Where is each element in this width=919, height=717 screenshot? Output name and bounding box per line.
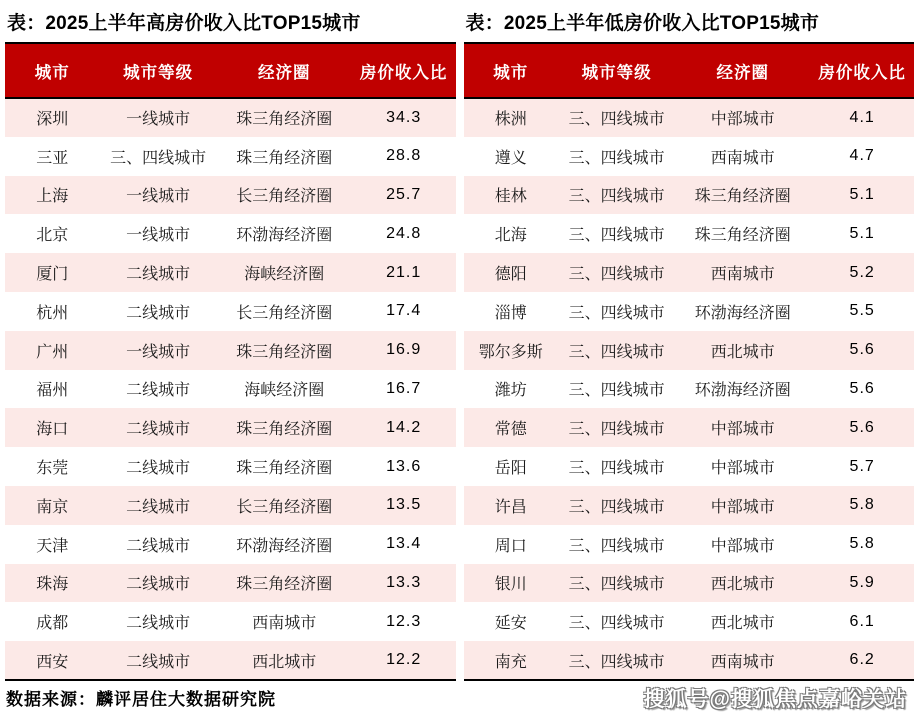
table-row [5, 525, 456, 564]
economic-circle-cell: 西北城市 [217, 641, 352, 680]
city-cell: 西安 [5, 641, 100, 680]
table-row [5, 98, 456, 137]
table-row [5, 641, 456, 680]
ratio-cell: 6.1 [849, 612, 875, 630]
tier-cell: 三、四线城市 [568, 304, 665, 322]
city-cell: 常德 [494, 421, 527, 439]
economic-circle-cell: 珠三角经济圈 [236, 343, 333, 361]
economic-circle-cell: 海峡经济圈 [244, 266, 325, 284]
ratio-cell: 13.6 [386, 457, 422, 475]
economic-circle-cell: 西南城市 [252, 615, 317, 633]
ratio-cell: 5.1 [849, 224, 875, 242]
table-row [464, 253, 915, 292]
city-cell: 深圳 [36, 111, 69, 129]
city-cell: 天津 [36, 537, 69, 555]
tier-cell: 三、四线城市 [568, 149, 665, 167]
ratio-cell: 14.2 [386, 418, 422, 436]
column-header: 房价收入比 [352, 43, 456, 98]
table-title-low: 表：2025上半年低房价收入比TOP15城市 [465, 13, 820, 34]
tier-cell: 二线城市 [126, 576, 191, 594]
ratio-cell: 12.3 [386, 612, 422, 630]
tier-cell: 一线城市 [126, 188, 191, 206]
table-row [464, 331, 915, 370]
economic-circle-cell: 珠三角经济圈 [236, 111, 333, 129]
city-cell: 三亚 [36, 149, 69, 167]
ratio-cell: 5.2 [849, 263, 875, 281]
economic-circle-cell: 环渤海经济圈 [236, 537, 333, 555]
table-row [5, 370, 456, 409]
tier-cell: 二线城市 [126, 615, 191, 633]
tier-cell: 二线城市 [126, 421, 191, 439]
economic-circle-cell: 中部城市 [710, 421, 775, 439]
tier-cell: 二线城市 [126, 498, 191, 516]
table-row [5, 602, 456, 641]
economic-circle-cell: 环渤海经济圈 [694, 382, 791, 400]
table-row [464, 641, 915, 680]
city-cell: 北京 [36, 227, 69, 245]
table-body [464, 98, 915, 680]
table-row [5, 486, 456, 525]
tier-cell: 三、四线城市 [568, 576, 665, 594]
tier-cell: 三、四线城市 [568, 421, 665, 439]
column-header: 城市 [464, 43, 559, 98]
city-cell: 周口 [494, 537, 527, 555]
city-cell: 银川 [494, 576, 527, 594]
tier-cell: 三、四线城市 [568, 498, 665, 516]
tier-cell: 二线城市 [126, 460, 191, 478]
table-header [5, 43, 456, 98]
city-cell: 南京 [36, 498, 69, 516]
city-cell: 淄博 [494, 304, 527, 322]
ratio-cell: 16.9 [386, 341, 422, 359]
city-cell: 潍坊 [494, 382, 527, 400]
city-cell: 遵义 [494, 149, 527, 167]
economic-circle-cell: 珠三角经济圈 [236, 421, 333, 439]
tier-cell: 三、四线城市 [558, 641, 675, 680]
city-cell: 北海 [494, 227, 527, 245]
economic-circle-cell: 长三角经济圈 [236, 498, 333, 516]
ratio-cell: 5.1 [849, 185, 875, 203]
ratio-cell: 5.6 [849, 379, 875, 397]
tier-cell: 三、四线城市 [568, 460, 665, 478]
city-cell: 上海 [36, 188, 69, 206]
tier-cell: 三、四线城市 [568, 382, 665, 400]
table-row [5, 447, 456, 486]
tier-cell: 三、四线城市 [110, 149, 207, 167]
low-ratio-table-block [464, 0, 915, 681]
table-row [5, 176, 456, 215]
economic-circle-cell: 西南城市 [710, 266, 775, 284]
city-cell: 广州 [36, 343, 69, 361]
table-row [464, 602, 915, 641]
table-row [464, 292, 915, 331]
city-cell: 东莞 [36, 460, 69, 478]
economic-circle-cell: 海峡经济圈 [244, 382, 325, 400]
table-row [464, 486, 915, 525]
tier-cell: 一线城市 [126, 111, 191, 129]
table-row [5, 214, 456, 253]
table-row [5, 253, 456, 292]
city-cell: 许昌 [494, 498, 527, 516]
city-cell: 株洲 [494, 111, 527, 129]
economic-circle-cell: 珠三角经济圈 [236, 149, 333, 167]
tier-cell: 二线城市 [126, 382, 191, 400]
ratio-cell: 24.8 [386, 224, 422, 242]
table-row [5, 331, 456, 370]
column-header: 城市等级 [558, 43, 675, 98]
tier-cell: 三、四线城市 [568, 111, 665, 129]
ratio-cell: 5.9 [849, 573, 875, 591]
ratio-cell: 6.2 [810, 641, 914, 680]
table-row [464, 370, 915, 409]
ratio-cell: 5.8 [849, 535, 875, 553]
economic-circle-cell: 西南城市 [675, 641, 810, 680]
table-row [464, 564, 915, 603]
city-cell: 福州 [36, 382, 69, 400]
economic-circle-cell: 珠三角经济圈 [694, 227, 791, 245]
tier-cell: 二线城市 [100, 641, 217, 680]
ratio-cell: 5.8 [849, 496, 875, 514]
column-header: 经济圈 [675, 43, 810, 98]
ratio-cell: 13.4 [386, 535, 422, 553]
watermark: 搜狐号@搜狐焦点嘉峪关站 [643, 687, 907, 711]
footer [5, 681, 914, 717]
column-header: 城市等级 [100, 43, 217, 98]
high-ratio-table-block [5, 0, 456, 681]
table-header [464, 43, 915, 98]
table-row [5, 292, 456, 331]
economic-circle-cell: 中部城市 [710, 460, 775, 478]
table-row [464, 98, 915, 137]
tier-cell: 二线城市 [126, 537, 191, 555]
low-ratio-table [464, 42, 915, 681]
table-row [464, 525, 915, 564]
tier-cell: 一线城市 [126, 343, 191, 361]
city-cell: 厦门 [36, 266, 69, 284]
economic-circle-cell: 中部城市 [710, 498, 775, 516]
tier-cell: 三、四线城市 [568, 188, 665, 206]
economic-circle-cell: 环渤海经济圈 [694, 304, 791, 322]
table-row [464, 176, 915, 215]
economic-circle-cell: 西北城市 [710, 343, 775, 361]
tier-cell: 三、四线城市 [568, 266, 665, 284]
ratio-cell: 4.1 [849, 108, 875, 126]
column-header: 经济圈 [217, 43, 352, 98]
ratio-cell: 4.7 [849, 147, 875, 165]
table-row [464, 137, 915, 176]
ratio-cell: 28.8 [386, 147, 422, 165]
economic-circle-cell: 珠三角经济圈 [236, 460, 333, 478]
city-cell: 德阳 [494, 266, 527, 284]
ratio-cell: 34.3 [386, 108, 422, 126]
economic-circle-cell: 西南城市 [710, 149, 775, 167]
city-cell: 成都 [36, 615, 69, 633]
tables-container [5, 0, 914, 681]
table-row [5, 408, 456, 447]
economic-circle-cell: 环渤海经济圈 [236, 227, 333, 245]
economic-circle-cell: 中部城市 [710, 111, 775, 129]
city-cell: 南充 [464, 641, 559, 680]
ratio-cell: 5.6 [849, 341, 875, 359]
ratio-cell: 13.3 [386, 573, 422, 591]
tier-cell: 一线城市 [126, 227, 191, 245]
table-row [5, 564, 456, 603]
table-row [464, 447, 915, 486]
economic-circle-cell: 长三角经济圈 [236, 188, 333, 206]
ratio-cell: 5.6 [849, 418, 875, 436]
tier-cell: 二线城市 [126, 304, 191, 322]
economic-circle-cell: 珠三角经济圈 [236, 576, 333, 594]
table-body [5, 98, 456, 680]
economic-circle-cell: 长三角经济圈 [236, 304, 333, 322]
city-cell: 桂林 [494, 188, 527, 206]
high-ratio-table [5, 42, 456, 681]
tier-cell: 三、四线城市 [568, 615, 665, 633]
ratio-cell: 16.7 [386, 379, 422, 397]
city-cell: 海口 [36, 421, 69, 439]
city-cell: 鄂尔多斯 [478, 343, 543, 361]
tier-cell: 三、四线城市 [568, 343, 665, 361]
table-title-high: 表：2025上半年高房价收入比TOP15城市 [7, 13, 361, 34]
tier-cell: 二线城市 [126, 266, 191, 284]
data-source-note: 数据来源：麟评居住大数据研究院 [6, 690, 276, 710]
city-cell: 珠海 [36, 576, 69, 594]
tier-cell: 三、四线城市 [568, 537, 665, 555]
table-row [5, 137, 456, 176]
tier-cell: 三、四线城市 [568, 227, 665, 245]
city-cell: 岳阳 [494, 460, 527, 478]
column-header: 房价收入比 [810, 43, 914, 98]
ratio-cell: 5.5 [849, 302, 875, 320]
ratio-cell: 25.7 [386, 185, 422, 203]
city-cell: 延安 [494, 615, 527, 633]
economic-circle-cell: 西北城市 [710, 576, 775, 594]
ratio-cell: 5.7 [849, 457, 875, 475]
city-cell: 杭州 [36, 304, 69, 322]
economic-circle-cell: 珠三角经济圈 [694, 188, 791, 206]
economic-circle-cell: 中部城市 [710, 537, 775, 555]
ratio-cell: 12.2 [352, 641, 456, 680]
ratio-cell: 17.4 [386, 302, 422, 320]
economic-circle-cell: 西北城市 [710, 615, 775, 633]
ratio-cell: 21.1 [386, 263, 422, 281]
table-row [464, 408, 915, 447]
ratio-cell: 13.5 [386, 496, 422, 514]
table-row [464, 214, 915, 253]
column-header: 城市 [5, 43, 100, 98]
